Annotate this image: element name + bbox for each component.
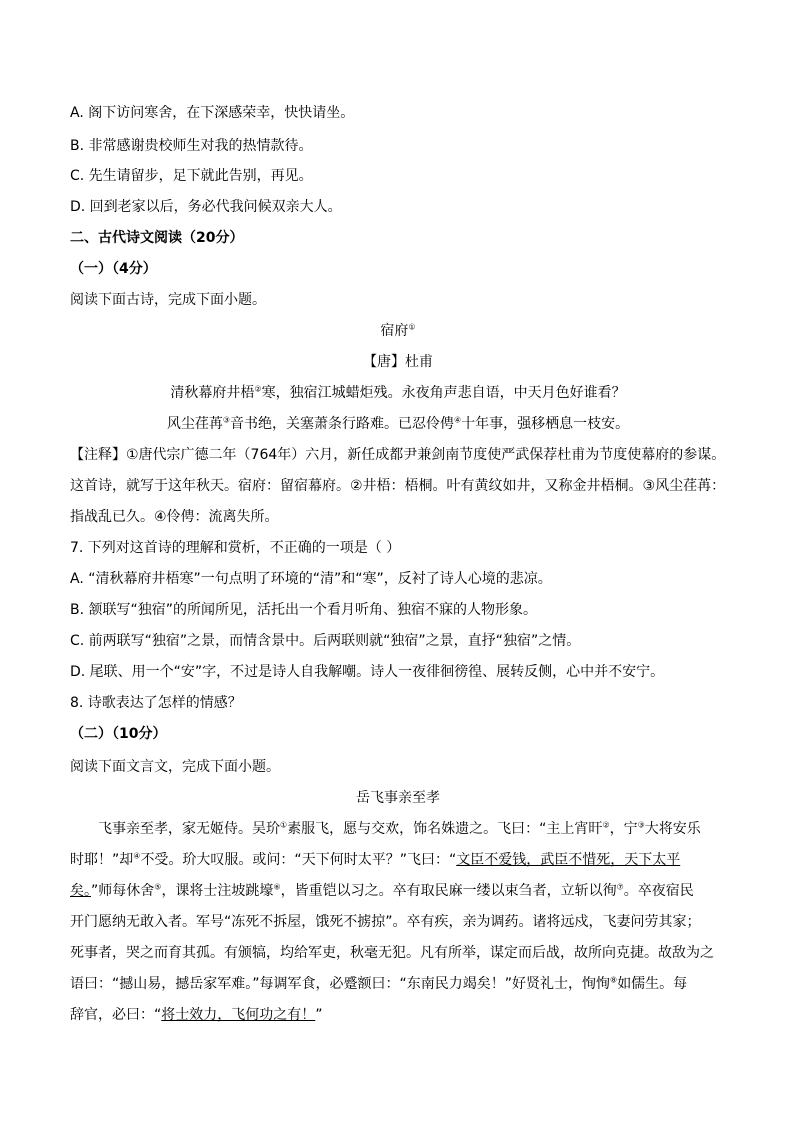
prose-text: ” bbox=[315, 1007, 323, 1023]
instruction: 阅读下面古诗，完成下面小题。 bbox=[70, 292, 266, 308]
prose-line-4: 开门愿纳无敢入者。军号“冻死不拆屋，饿死不掳掠”。卒有疾，亲为调药。诸将远戍，飞妻问劳其家； bbox=[70, 914, 701, 930]
prose-text: 辞官，必曰：“ bbox=[70, 1007, 162, 1023]
poem-text: 寒，独宿江城蜡炬残。永夜角声悲自语，中天月色好谁看？ bbox=[261, 385, 626, 401]
underlined-sentence: 将士效力，飞何功之有！ bbox=[161, 1007, 316, 1023]
note-marker: ① bbox=[280, 820, 288, 830]
prose-text: 如儒生。每 bbox=[617, 976, 688, 992]
q6-option-c: C. 先生请留步，足下就此告别，再见。 bbox=[70, 168, 313, 184]
prose-text: 时耶！”却 bbox=[70, 852, 134, 868]
prose-title: 岳飞事亲至孝 bbox=[356, 790, 440, 806]
poem-line-2 bbox=[70, 414, 726, 434]
prose-text: 。卒夜宿民 bbox=[623, 883, 694, 899]
underlined-sentence: 矣。 bbox=[70, 883, 91, 899]
q6-option-a: A. 阁下访问寒舍，在下深感荣幸，快快请坐。 bbox=[70, 105, 355, 121]
q6-option-d: D. 回到老家以后，务必代我问候双亲大人。 bbox=[70, 199, 342, 215]
poem-title-text: 宿府 bbox=[380, 323, 409, 339]
prose-text: ，皆重铠以习之。卒有取民麻一缕以束刍者，立斩以徇 bbox=[280, 883, 617, 899]
prose-text: ，课将士注坡跳壕 bbox=[161, 883, 274, 899]
note-marker: ② bbox=[602, 820, 610, 830]
part1-heading: （一）（4分） bbox=[70, 261, 157, 277]
q6-option-b: B. 非常感谢贵校师生对我的热情款待。 bbox=[70, 138, 313, 154]
prose-line-7 bbox=[70, 1005, 726, 1025]
poem-author: 【唐】杜甫 bbox=[363, 354, 433, 370]
poem-text: 音书绝，关塞萧条行路难。已忍伶俜 bbox=[230, 416, 454, 432]
q7-option-a: A. “清秋幕府井梧寒”一句点明了环境的“清”和“寒”，反衬了诗人心境的悲凉。 bbox=[70, 571, 552, 587]
note-marker: ① bbox=[408, 322, 416, 332]
section-heading: 二、古代诗文阅读（20分） bbox=[70, 230, 244, 246]
note-marker: ⑦ bbox=[616, 882, 624, 892]
note-marker: ④ bbox=[454, 415, 462, 425]
note-marker: ⑤ bbox=[154, 882, 162, 892]
part2-heading: （二）（10分） bbox=[70, 726, 167, 742]
prose-text: 素服飞，愿与交欢，饰名姝遗之。飞曰：“主上宵旰 bbox=[287, 821, 603, 837]
prose-text: ，宁 bbox=[609, 821, 638, 837]
prose-text: 大将安乐 bbox=[644, 821, 701, 837]
poem-text: 清秋幕府井梧 bbox=[170, 385, 255, 401]
q7-option-d: D. 尾联、用一个“安”字，不过是诗人自我解嘲。诗人一夜徘徊徬徨、展转反侧，心中并不安宁。 bbox=[70, 664, 665, 680]
annotation-line-3: 指战乱已久。④伶俜：流离失所。 bbox=[70, 509, 279, 525]
prose-text: 语曰：“撼山易，撼岳家军难。”每调军食，必蹙额曰：“东南民力竭矣！”好贤礼士，恂恂 bbox=[70, 976, 611, 992]
note-marker: ⑥ bbox=[273, 882, 281, 892]
poem-text: 十年事，强移栖息一枝安。 bbox=[461, 416, 630, 432]
poem-text: 风尘荏苒 bbox=[166, 416, 223, 432]
prose-text: 飞事亲至孝，家无姬侍。吴玠 bbox=[98, 821, 280, 837]
underlined-sentence: 文臣不爱钱，武臣不惜死，天下太平 bbox=[456, 852, 681, 868]
note-marker: ④ bbox=[133, 851, 141, 861]
prose-line-6 bbox=[70, 974, 726, 994]
instruction-2: 阅读下面文言文，完成下面小题。 bbox=[70, 759, 280, 775]
prose-line-3 bbox=[70, 881, 726, 901]
prose-line-5: 死事者，哭之而育其孤。有颁犒，均给军吏，秋毫无犯。凡有所举，谋定而后战，故所向克捷。故敌为之 bbox=[70, 945, 714, 961]
note-marker: ② bbox=[254, 384, 262, 394]
prose-text: ”师每休舍 bbox=[91, 883, 155, 899]
poem-line-1 bbox=[70, 383, 726, 403]
q8-stem: 8. 诗歌表达了怎样的情感？ bbox=[70, 695, 242, 711]
annotation-line-2: 这首诗，就写于这年秋天。宿府：留宿幕府。②井梧：梧桐。叶有黄纹如井，又称金井梧桐。③风尘荏苒： bbox=[70, 478, 726, 494]
note-marker: ③ bbox=[637, 820, 645, 830]
prose-line-1 bbox=[98, 819, 726, 839]
note-marker: ⑧ bbox=[610, 975, 618, 985]
q7-stem: 7. 下列对这首诗的理解和赏析，不正确的一项是（ ） bbox=[70, 540, 401, 556]
q7-option-c: C. 前两联写“独宿”之景，而情含景中。后两联则就“独宿”之景，直抒“独宿”之情。 bbox=[70, 633, 581, 649]
annotation-line-1: 【注释】①唐代宗广德二年（764年）六月，新任成都尹兼剑南节度使严武保荐杜甫为节度使幕府的参谋。 bbox=[70, 447, 726, 463]
note-marker: ③ bbox=[222, 415, 230, 425]
poem-title bbox=[70, 321, 726, 341]
prose-text: 不受。玠大叹服。或问：“天下何时太平？”飞曰：“ bbox=[140, 852, 457, 868]
prose-line-2 bbox=[70, 850, 726, 870]
q7-option-b: B. 颔联写“独宿”的所闻所见，活托出一个看月听角、独宿不寐的人物形象。 bbox=[70, 602, 538, 618]
